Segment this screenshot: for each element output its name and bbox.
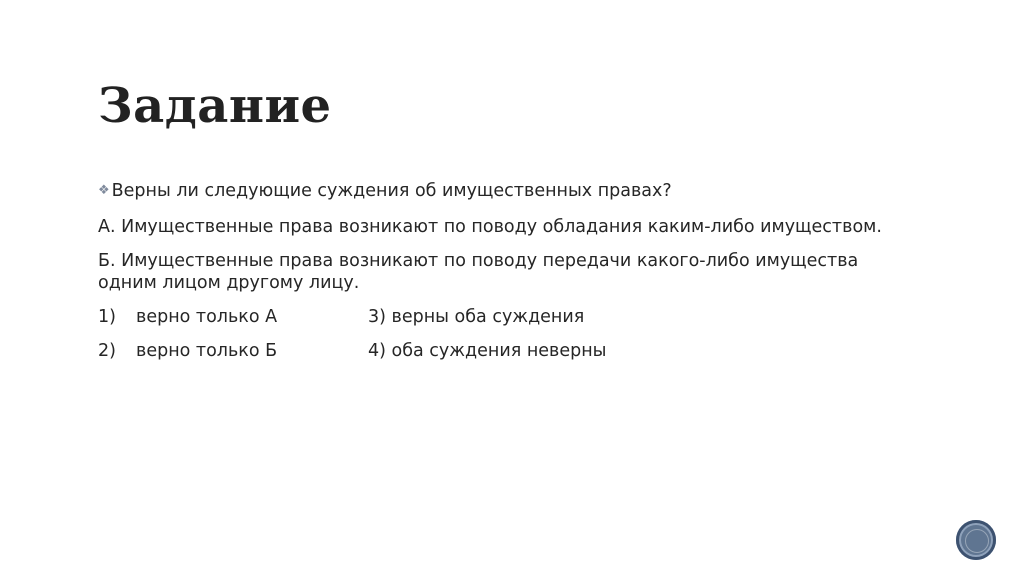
option-1-number: 1) — [98, 307, 116, 327]
option-4: 4) оба суждения неверны — [368, 341, 607, 361]
options-row-2 — [98, 340, 918, 362]
slide-title: Задание — [98, 78, 332, 134]
question-line — [98, 180, 918, 204]
diamond-bullet-icon: ❖ — [98, 183, 110, 198]
option-3: 3) верны оба суждения — [368, 307, 585, 327]
logo-badge-icon — [956, 520, 996, 560]
slide-content — [98, 180, 918, 374]
option-2 — [98, 340, 368, 362]
statement-b: Б. Имущественные права возникают по поводу передачи какого-либо имущества одним лицом другому лицу. — [98, 251, 859, 293]
options-row-1 — [98, 306, 918, 328]
statement-a: А. Имущественные права возникают по поводу обладания каким-либо имуществом. — [98, 217, 882, 237]
option-2-text: верно только Б — [136, 341, 278, 361]
option-1-text: верно только А — [136, 307, 278, 327]
option-1 — [98, 306, 368, 328]
option-2-number: 2) — [98, 341, 116, 361]
question-text: Верны ли следующие суждения об имущественных правах? — [111, 181, 672, 201]
